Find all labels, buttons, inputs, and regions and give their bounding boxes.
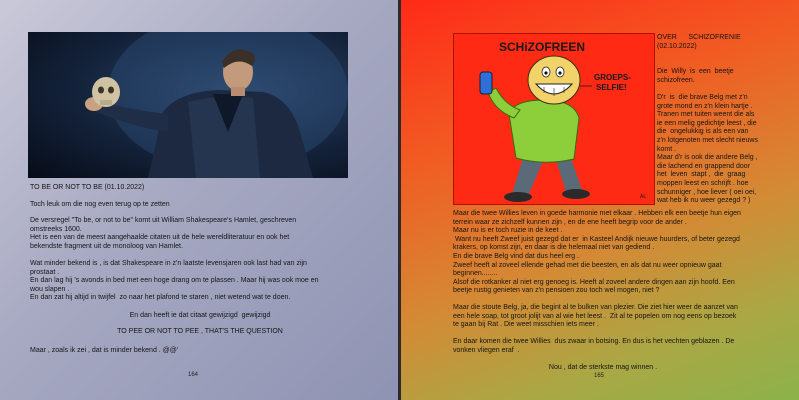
article-title: TO BE OR NOT TO BE (01.10.2022) [30, 184, 145, 191]
body-line: vonken vliegen eraf . [453, 346, 520, 354]
body-line: te gaan bij Rat . Die weet misschien iets meer . [453, 321, 599, 329]
body-line: beetje rustig genieten van z'n pensioen zou toch wel mogen, niet ? [453, 287, 660, 295]
schizofreen-cartoon [453, 33, 655, 205]
hamlet-actor-illustration [28, 32, 348, 178]
paragraph-line: wou slapen . [30, 285, 70, 293]
final-line: Nou , dat de sterkste mag winnen . [548, 364, 658, 371]
speech-line-2: SELFIE! [596, 83, 627, 92]
side-line: D'r is die brave Belg met z'n [657, 94, 748, 101]
body-line: Zweef heeft al zoveel ellende gehad met die beesten, en als dat nu weer opnieuw gaat [453, 261, 722, 269]
side-line: Die Willy is een beetje [657, 68, 734, 75]
body-line: Alsof die rotkanker al niet erg genoeg is. Heeft al zoveel andere dingen aan zijn hoofd. Een [453, 278, 735, 286]
body-line: krakers, op komst zijn, en daar is die helemaal niet van gediend . [453, 244, 655, 252]
cartoon-title: SCHiZOFREEN [499, 40, 586, 54]
paragraph-line: De versregel "To be, or not to be" komt uit William Shakespeare's Hamlet, geschreven [30, 217, 297, 224]
paragraph-line: En dan zat hij altijd in twijfel zo naar het plafond te staren , niet wetend wat te doen. [30, 294, 291, 302]
paragraph-line: Het is een van de meest aangehaalde citaten uit de hele wereldliteratuur en ook het [30, 234, 290, 242]
selfie-cartoon-illustration [454, 34, 654, 204]
paragraph-line: omstreeks 1600. [30, 225, 82, 233]
hamlet-photo [28, 32, 348, 178]
body-line: Want nu heeft Zweef juist gezegd dat er in Kasteel Andijk nieuwe huurders, of beter gezegd [453, 235, 740, 243]
body-line: Maar die twee Willies leven in goede harmonie met elkaar . Hebben elk een beetje hun eigen [453, 210, 741, 217]
side-line: Tranen met tuiten weent die als [657, 111, 755, 119]
side-line: het leven stapt , die graag [657, 171, 746, 179]
side-line: z'n lotgenoten met slecht nieuws [657, 137, 758, 144]
pee-quote: TO PEE OR NOT TO PEE , THAT'S THE QUESTION [117, 328, 283, 335]
side-date: (02.10.2022) [657, 42, 697, 50]
body-line: beginnen........ [453, 270, 498, 278]
side-line: ie een melig gedichtje leest , die [657, 119, 757, 127]
side-line: moppen leest en schrijft . hoe [657, 180, 749, 187]
closing-line: Maar , zoals ik zei , dat is minder bekend . @@' [30, 347, 179, 354]
side-line: die ongelukkig is als een van [657, 128, 749, 136]
paragraph-line: Wat minder bekend is , is dat Shakespeare in z'n laatste levensjaren ook last had van zijn [30, 260, 307, 267]
body-line: Maar die stoute Belg, ja, die begint al te bulken van plezier. Die ziet hier weer de aanzet van [453, 304, 738, 311]
side-line: grote mond en z'n klein hartje . [657, 102, 753, 110]
cartoon-signature: AL [640, 194, 647, 200]
page-number-right: 165 [594, 373, 605, 379]
side-line: die lachend en grappend door [657, 162, 751, 170]
adapted-quote-intro: En dan heeft ie dat citaat gewijzigd gewijzigd [129, 312, 271, 319]
body-line: terrein waar ze zichzelf kunnen zijn , en de ene heeft begrip voor de ander . [453, 218, 687, 226]
page-number-left: 164 [188, 372, 199, 378]
speech-line-1: GROEPS- [594, 73, 631, 82]
body-line: En die brave Belg vind dat dus heel erg . [453, 253, 580, 260]
paragraph-line: En dan lag hij 's avonds in bed met een hoge drang om te plassen . Maar hij was ook moe en [30, 277, 319, 285]
body-line: En daar komen die twee Willies dus zwaar in botsing. En dus is het vechten geblazen . De [453, 338, 735, 345]
intro-line: Toch leuk om die nog even terug op te zetten [30, 201, 170, 208]
side-line: schunniger , hoe liever ( oei oei, [657, 188, 757, 196]
paragraph-line: prostaat . [30, 268, 60, 276]
body-line: Maar nu is er toch ruzie in de keet . [453, 227, 563, 235]
side-line: wat heb ik nu weer gezegd ? ) [657, 197, 751, 205]
side-line: schizofreen. [657, 76, 695, 84]
paragraph-line: bekendste fragment uit de monoloog van Hamlet. [30, 242, 183, 250]
side-line: komt . [657, 145, 677, 153]
body-line: een hele soap, tot groot jolijt van al wie het leest . Zit al te popelen om nog eens op bezoek [453, 312, 737, 320]
side-title: OVER SCHIZOFRENIE [657, 34, 741, 41]
side-line: Maar d'r is ook die andere Belg , [657, 154, 758, 162]
left-page [0, 0, 398, 400]
